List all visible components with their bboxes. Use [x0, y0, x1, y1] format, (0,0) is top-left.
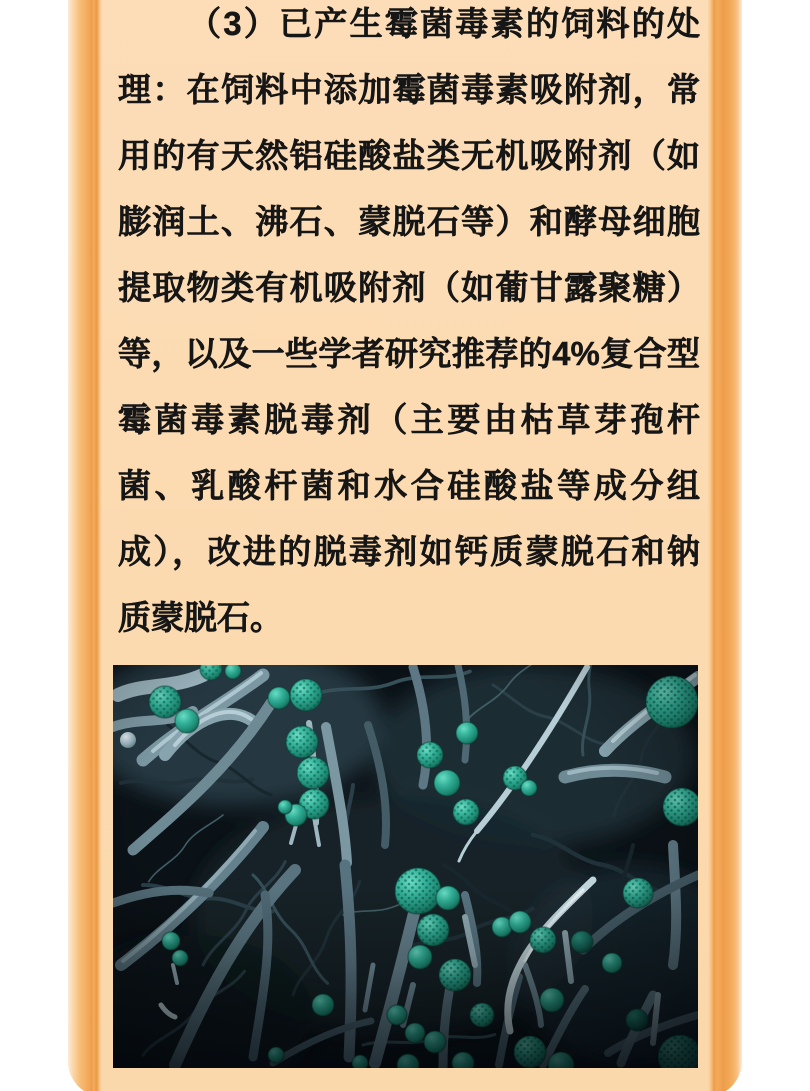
paragraph-line-1: （3）已产生霉菌毒素的饲料的处	[188, 5, 700, 42]
paragraph-line-7: 霉菌毒素脱毒剂（主要由枯草芽孢杆	[118, 401, 700, 438]
lighting-overlay	[113, 665, 698, 1068]
card-left-border	[68, 0, 102, 1091]
paragraph-line-9: 成），改进的脱毒剂如钙质蒙脱石和钠	[118, 533, 700, 570]
paragraph-line-2: 理：在饲料中添加霉菌毒素吸附剂，常	[118, 71, 700, 108]
paragraph-line-8: 菌、乳酸杆菌和水合硅酸盐等成分组	[118, 467, 700, 504]
paragraph	[118, 0, 700, 651]
card-right-border	[708, 0, 742, 1091]
paragraph-line-10: 质蒙脱石。	[118, 599, 283, 636]
mold-sem-image	[113, 665, 698, 1068]
paragraph-line-6: 等，以及一些学者研究推荐的4%复合型	[118, 335, 700, 372]
paragraph-line-3: 用的有天然铝硅酸盐类无机吸附剂（如	[118, 137, 700, 174]
paragraph-line-4: 膨润土、沸石、蒙脱石等）和酵母细胞	[118, 203, 700, 240]
paragraph-line-5: 提取物类有机吸附剂（如葡甘露聚糖）	[118, 269, 700, 306]
